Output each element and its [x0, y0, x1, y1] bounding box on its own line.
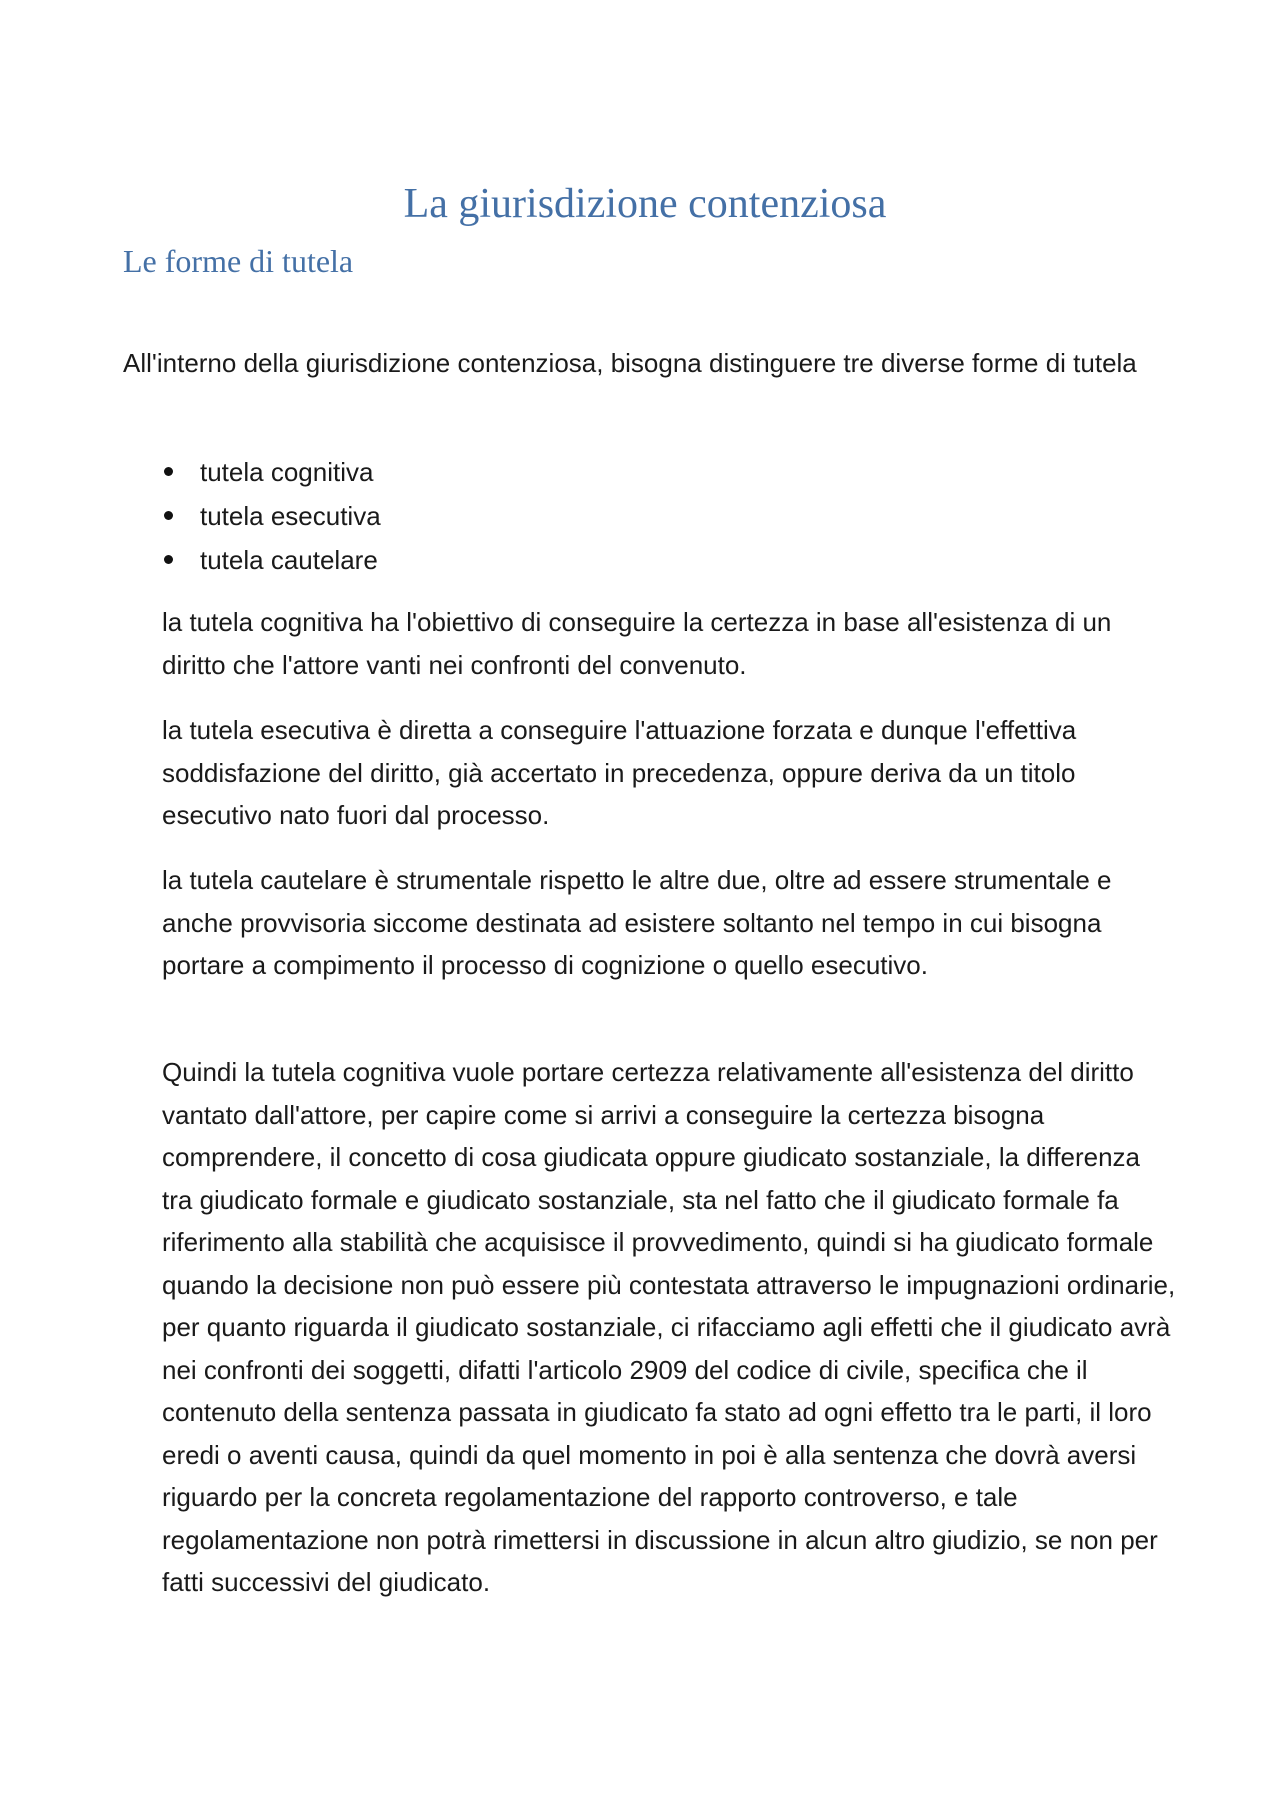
document-title: La giurisdizione contenziosa — [403, 181, 887, 227]
list-item-text: tutela cognitiva — [200, 457, 374, 487]
paragraph-tutela-cognitiva: la tutela cognitiva ha l'obiettivo di conseguire la certezza in base all'esistenza di un diritto che l'attore vanti nei confronti del convenuto. — [162, 607, 1112, 680]
paragraph-tutela-esecutiva: la tutela esecutiva è diretta a conseguire l'attuazione forzata e dunque l'effettiva soddisfazione del diritto, già accertato in precedenza, oppure deriva da un titolo esecutivo nato fuori dal processo. — [162, 715, 1077, 830]
bullet-list — [160, 450, 381, 582]
list-item — [160, 538, 381, 582]
section-heading: Le forme di tutela — [123, 243, 354, 279]
bullet-icon — [164, 511, 173, 520]
bullet-icon — [164, 467, 173, 476]
intro-paragraph: All'interno della giurisdizione contenziosa, bisogna distinguere tre diverse forme di tutela — [123, 348, 1137, 378]
bullet-icon — [164, 555, 173, 564]
list-item-text: tutela cautelare — [200, 545, 378, 575]
list-item — [160, 494, 381, 538]
list-item-text: tutela esecutiva — [200, 501, 381, 531]
paragraph-tutela-cautelare: la tutela cautelare è strumentale rispetto le altre due, oltre ad essere strumentale e anche provvisoria siccome destinata ad esistere soltanto nel tempo in cui bisogna portare a compimento il processo di cognizione o quello esecutivo. — [162, 865, 1112, 980]
paragraph-giudicato: Quindi la tutela cognitiva vuole portare certezza relativamente all'esistenza del diritto vantato dall'attore, per capire come si arrivi a conseguire la certezza bisogna comprendere, il concetto di cosa giudicata oppure giudicato sostanziale, la differenza tra giudicato formale e giudicato sostanziale, sta nel fatto che il giudicato formale fa riferimento alla stabilità che acquisisce il provvedimento, quindi si ha giudicato formale quando la decisione non può essere più contestata attraverso le impugnazioni ordinarie, per quanto riguarda il giudicato sostanziale, ci rifacciamo agli effetti che il giudicato avrà nei confronti dei soggetti, difatti l'articolo 2909 del codice di civile, specifica che il contenuto della sentenza passata in giudicato fa stato ad ogni effetto tra le parti, il loro eredi o aventi causa, quindi da quel momento in poi è alla sentenza che dovrà aversi riguardo per la concreta regolamentazione del rapporto controverso, e tale regolamentazione non potrà rimettersi in discussione in alcun altro giudizio, se non per fatti successivi del giudicato. — [162, 1057, 1176, 1597]
list-item — [160, 450, 381, 494]
